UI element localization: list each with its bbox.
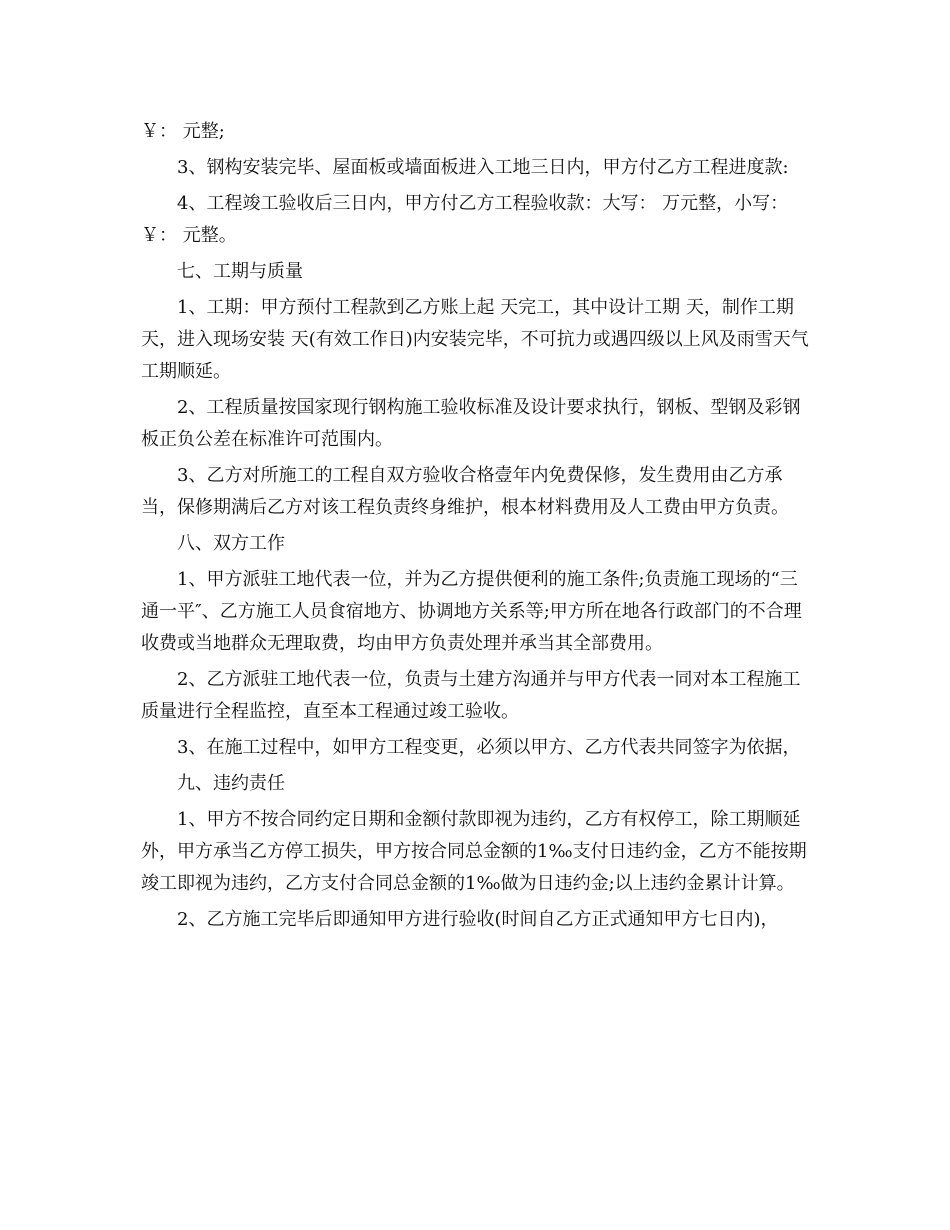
section-heading-duties: 八、双方工作 [177,533,285,554]
paragraph-change-orders: 3、在施工过程中，如甲方工程变更，必须以甲方、乙方代表共同签字为依据， [177,737,801,758]
paragraph-warranty: 3、乙方对所施工的工程自双方验收合格壹年内免费保修，发生费用由乙方承当，保修期满后乙方对该工程负责终身维护，根本材料费用及人工费由甲方负责。 [141,465,789,518]
section-heading-liability: 九、违约责任 [177,773,285,794]
paragraph-completion-acceptance: 2、乙方施工完毕后即通知甲方进行验收(时间自乙方正式通知甲方七日内)， [177,909,779,930]
paragraph-breach-penalty: 1、甲方不按合同约定日期和金额付款即视为违约，乙方有权停工，除工期顺延外，甲方承当乙方停工损失，甲方按合同总金额的1‰支付日违约金，乙方不能按期竣工即视为违约，乙方支付合同总金额的1‰做为日违约金;以上违约金累计计算。 [141,809,807,894]
paragraph-schedule: 1、工期：甲方预付工程款到乙方账上起 天完工，其中设计工期 天，制作工期 天，进入现场安装 天(有效工作日)内安装完毕，不可抗力或遇四级以上风及雨雪天气工期顺延。 [141,297,809,382]
paragraph-quality-standard: 2、工程质量按国家现行钢构施工验收标准及设计要求执行，钢板、型钢及彩钢板正负公差在标准许可范围内。 [141,397,801,450]
paragraph-party-b-duties: 2、乙方派驻工地代表一位，负责与土建方沟通并与甲方代表一同对本工程施工质量进行全程监控，直至本工程通过竣工验收。 [141,669,801,722]
paragraph-party-a-duties: 1、甲方派驻工地代表一位，并为乙方提供便利的施工条件;负责施工现场的“三通一平″、乙方施工人员食宿地方、协调地方关系等;甲方所在地各行政部门的不合理收费或当地群众无理取费，均由甲方负责处理并承当其全部费用。 [141,569,802,654]
paragraph-progress-payment: 3、钢构安装完毕、屋面板或墙面板进入工地三日内，甲方付乙方工程进度款: [177,157,789,178]
paragraph-payment-amount: ￥： 元整; [141,121,225,142]
document-body [141,116,811,940]
paragraph-acceptance-payment: 4、工程竣工验收后三日内，甲方付乙方工程验收款：大写： 万元整，小写：￥： 元整。 [141,193,789,246]
section-heading-schedule-quality: 七、工期与质量 [177,261,303,282]
